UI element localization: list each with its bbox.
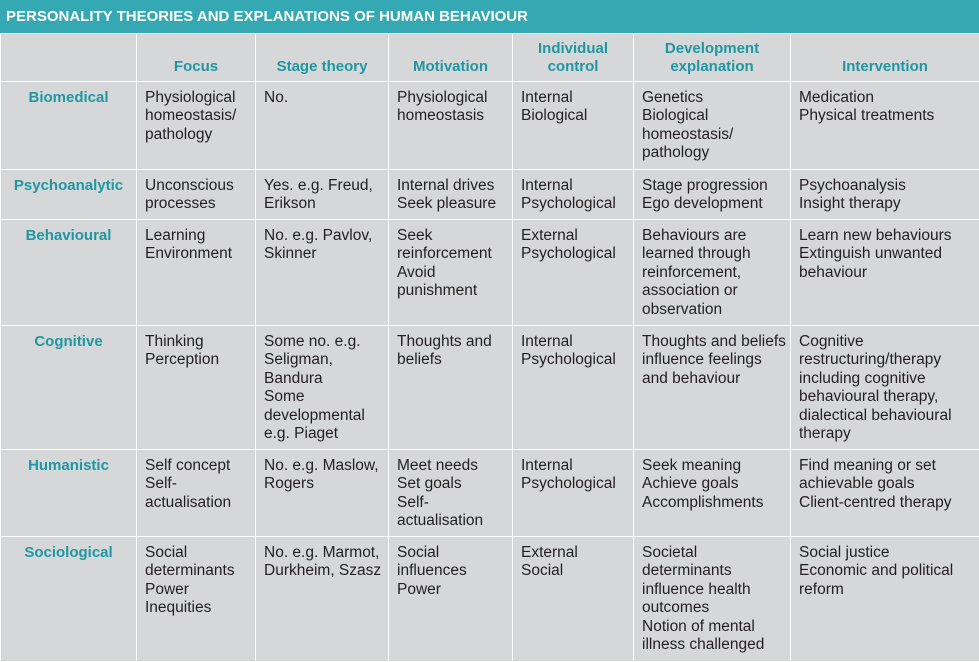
table-cell: Seek reinforcement Avoid punishment (389, 220, 513, 326)
table-row (1, 220, 979, 326)
table-cell: Medication Physical treatments (791, 82, 979, 170)
table-row (1, 326, 979, 450)
header-corner (1, 34, 137, 82)
table-cell: Physiological homeostasis (389, 82, 513, 170)
row-label-behavioural: Behavioural (1, 220, 137, 326)
table-cell: Thinking Perception (137, 326, 256, 450)
table-cell: Internal Biological (513, 82, 634, 170)
column-header-individual-control: Individual control (513, 34, 634, 82)
column-header-development-explanation: Development explanation (634, 34, 791, 82)
table-cell: Thoughts and beliefs influence feelings and behaviour (634, 326, 791, 450)
row-label-psychoanalytic: Psychoanalytic (1, 170, 137, 220)
table-cell: Meet needs Set goals Self-actualisation (389, 450, 513, 537)
table-cell: Psychoanalysis Insight therapy (791, 170, 979, 220)
table-cell: Social justice Economic and political reform (791, 537, 979, 662)
table-cell: Learn new behaviours Extinguish unwanted behaviour (791, 220, 979, 326)
table-cell: Unconscious processes (137, 170, 256, 220)
column-header-focus: Focus (137, 34, 256, 82)
table-cell: Internal Psychological (513, 450, 634, 537)
header-row (1, 34, 979, 82)
table-title: PERSONALITY THEORIES AND EXPLANATIONS OF HUMAN BEHAVIOUR (0, 0, 979, 33)
table-cell: Learning Environment (137, 220, 256, 326)
row-label-sociological: Sociological (1, 537, 137, 662)
table-cell: Internal drives Seek pleasure (389, 170, 513, 220)
table-cell: Internal Psychological (513, 326, 634, 450)
table-cell: Thoughts and beliefs (389, 326, 513, 450)
table-row (1, 537, 979, 662)
table-cell: Yes. e.g. Freud, Erikson (256, 170, 389, 220)
table-cell: Cognitive restructuring/therapy including cognitive behavioural therapy, dialectical behavioural therapy (791, 326, 979, 450)
table-row (1, 450, 979, 537)
column-header-intervention: Intervention (791, 34, 979, 82)
table-cell: Societal determinants influence health outcomes Notion of mental illness challenged (634, 537, 791, 662)
table-cell: Find meaning or set achievable goals Client-centred therapy (791, 450, 979, 537)
table-cell: Behaviours are learned through reinforcement, association or observation (634, 220, 791, 326)
table-cell: External Psychological (513, 220, 634, 326)
table-cell: Some no. e.g. Seligman, Bandura Some developmental e.g. Piaget (256, 326, 389, 450)
table-row (1, 170, 979, 220)
table-cell: Social influences Power (389, 537, 513, 662)
table-cell: Internal Psychological (513, 170, 634, 220)
column-header-stage-theory: Stage theory (256, 34, 389, 82)
table-cell: Social determinants Power Inequities (137, 537, 256, 662)
table-cell: No. e.g. Marmot, Durkheim, Szasz (256, 537, 389, 662)
row-label-humanistic: Humanistic (1, 450, 137, 537)
row-label-cognitive: Cognitive (1, 326, 137, 450)
table-cell: No. (256, 82, 389, 170)
theories-table (0, 33, 979, 662)
table-cell: Seek meaning Achieve goals Accomplishments (634, 450, 791, 537)
row-label-biomedical: Biomedical (1, 82, 137, 170)
table-cell: No. e.g. Maslow, Rogers (256, 450, 389, 537)
table-cell: Stage progression Ego development (634, 170, 791, 220)
column-header-motivation: Motivation (389, 34, 513, 82)
table-cell: No. e.g. Pavlov, Skinner (256, 220, 389, 326)
table-cell: Genetics Biological homeostasis/ pathology (634, 82, 791, 170)
table-cell: Self concept Self-actualisation (137, 450, 256, 537)
table-cell: External Social (513, 537, 634, 662)
table-cell: Physiological homeostasis/ pathology (137, 82, 256, 170)
table-row (1, 82, 979, 170)
